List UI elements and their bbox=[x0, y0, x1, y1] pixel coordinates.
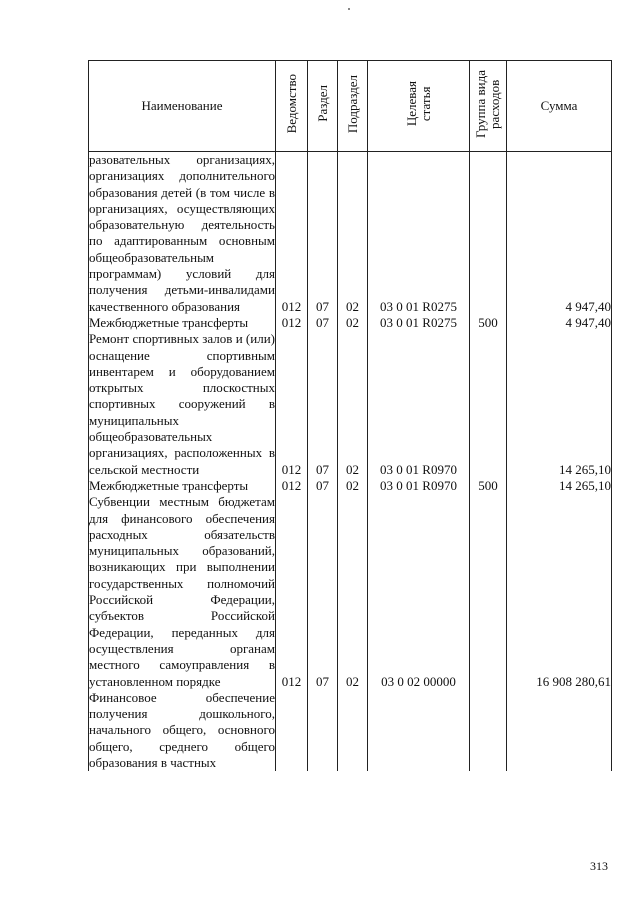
row-vedomstvo: 012 bbox=[276, 152, 308, 315]
row-podrazdel: 02 bbox=[338, 494, 368, 690]
row-name: разовательных организациях, организациях дополнительного образования детей (в том числе в организациях, осуществляющих образовательную деятельность по адаптированным основным общеобразовательным программам) условий для получения детьми-инвалидами качественного образования bbox=[89, 152, 275, 314]
row-gruppa bbox=[470, 152, 507, 315]
row-tselevaya-statya: 03 0 01 R0970 bbox=[368, 331, 470, 478]
row-podrazdel: 02 bbox=[338, 152, 368, 315]
row-tselevaya-statya bbox=[368, 690, 470, 771]
row-podrazdel: 02 bbox=[338, 315, 368, 331]
table-row bbox=[89, 690, 612, 771]
header-razdel: Раздел bbox=[308, 61, 338, 152]
table-row bbox=[89, 331, 612, 478]
header-summa: Сумма bbox=[507, 61, 612, 152]
header-name: Наименование bbox=[89, 61, 276, 152]
table-row bbox=[89, 152, 612, 315]
header-vedomstvo: Ведомство bbox=[276, 61, 308, 152]
row-vedomstvo: 012 bbox=[276, 315, 308, 331]
row-tselevaya-statya: 03 0 01 R0275 bbox=[368, 152, 470, 315]
row-summa: 14 265,10 bbox=[507, 478, 612, 494]
row-summa: 14 265,10 bbox=[507, 331, 612, 478]
table-row bbox=[89, 494, 612, 690]
row-name: Финансовое обеспечение получения дошкольного, начального общего, основного общего, среднего общего образования в частных bbox=[89, 689, 275, 770]
row-vedomstvo: 012 bbox=[276, 331, 308, 478]
row-razdel bbox=[308, 690, 338, 771]
table-row bbox=[89, 315, 612, 331]
table-row bbox=[89, 478, 612, 494]
row-summa: 4 947,40 bbox=[507, 315, 612, 331]
header-tselevaya-statya: Целевая статья bbox=[368, 61, 470, 152]
row-summa: 16 908 280,61 bbox=[507, 494, 612, 690]
row-gruppa bbox=[470, 690, 507, 771]
row-tselevaya-statya: 03 0 02 00000 bbox=[368, 494, 470, 690]
row-podrazdel: 02 bbox=[338, 478, 368, 494]
row-razdel: 07 bbox=[308, 152, 338, 315]
row-gruppa: 500 bbox=[470, 478, 507, 494]
header-gruppa-vida-raskhodov: Группа вида расходов bbox=[470, 61, 507, 152]
scan-mark bbox=[348, 8, 350, 10]
row-podrazdel: 02 bbox=[338, 331, 368, 478]
row-vedomstvo: 012 bbox=[276, 494, 308, 690]
row-name: Межбюджетные трансферты bbox=[89, 315, 276, 331]
row-vedomstvo bbox=[276, 690, 308, 771]
row-razdel: 07 bbox=[308, 315, 338, 331]
row-razdel: 07 bbox=[308, 478, 338, 494]
row-summa bbox=[507, 690, 612, 771]
row-podrazdel bbox=[338, 690, 368, 771]
header-podrazdel: Подраздел bbox=[338, 61, 368, 152]
row-gruppa bbox=[470, 494, 507, 690]
table-header-row bbox=[89, 61, 612, 152]
row-razdel: 07 bbox=[308, 494, 338, 690]
page-number: 313 bbox=[590, 859, 608, 873]
row-name: Ремонт спортивных залов и (или) оснащение спортивным инвентарем и оборудованием открытых плоскостных спортивных сооружений в муниципальных общеобразовательных организациях, расположенных в сельской местности bbox=[89, 331, 275, 477]
row-gruppa bbox=[470, 331, 507, 478]
row-name: Субвенции местным бюджетам для финансового обеспечения расходных обязательств муниципальных образований, возникающих при выполнении государственных полномочий Российской Федерации, субъектов Российской Федерации, переданных для осуществления органам местного самоуправления в установленном порядке bbox=[89, 494, 275, 689]
row-razdel: 07 bbox=[308, 331, 338, 478]
row-summa: 4 947,40 bbox=[507, 152, 612, 315]
row-tselevaya-statya: 03 0 01 R0970 bbox=[368, 478, 470, 494]
row-tselevaya-statya: 03 0 01 R0275 bbox=[368, 315, 470, 331]
budget-table bbox=[88, 60, 612, 771]
row-gruppa: 500 bbox=[470, 315, 507, 331]
row-vedomstvo: 012 bbox=[276, 478, 308, 494]
row-name: Межбюджетные трансферты bbox=[89, 478, 276, 494]
